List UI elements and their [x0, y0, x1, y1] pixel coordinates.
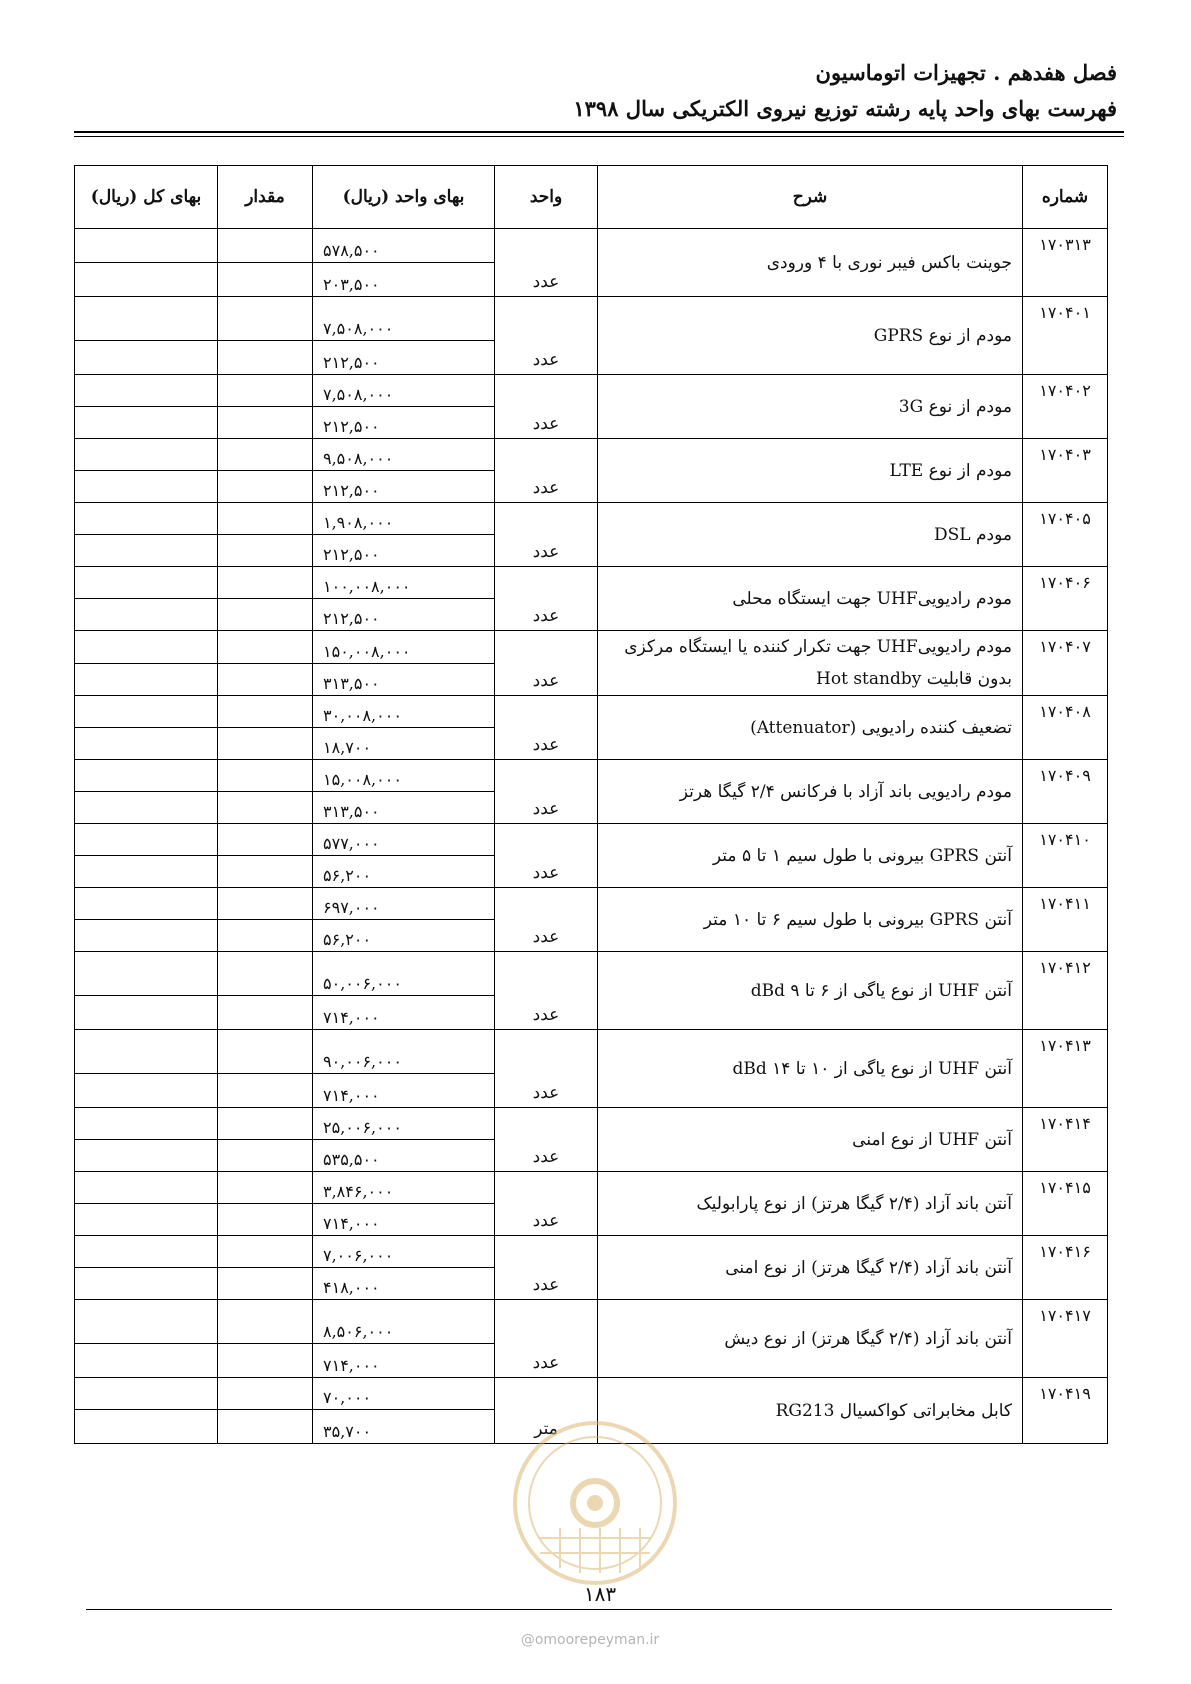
item-total-price-secondary	[75, 1344, 218, 1378]
item-total-price	[75, 1108, 218, 1140]
item-quantity	[218, 1300, 313, 1344]
item-unit: عدد	[495, 760, 598, 824]
item-total-price	[75, 1172, 218, 1204]
item-unit-price-secondary: ۲۱۲,۵۰۰	[313, 341, 495, 375]
table-row	[75, 1378, 1108, 1410]
item-quantity	[218, 439, 313, 471]
item-unit-price: ۹,۵۰۸,۰۰۰	[313, 439, 495, 471]
item-number: ۱۷۰۴۰۱	[1023, 297, 1108, 375]
item-quantity-secondary	[218, 407, 313, 439]
item-number: ۱۷۰۴۰۹	[1023, 760, 1108, 824]
item-unit-price: ۲۵,۰۰۶,۰۰۰	[313, 1108, 495, 1140]
table-row	[75, 297, 1108, 341]
col-header-unit: واحد	[495, 166, 598, 229]
item-quantity-secondary	[218, 728, 313, 760]
item-unit-price: ۵۷۸,۵۰۰	[313, 229, 495, 263]
item-total-price-secondary	[75, 1140, 218, 1172]
header-rule-thin	[74, 136, 1124, 137]
item-description: مودم از نوع 3G	[598, 375, 1023, 439]
item-number: ۱۷۰۴۱۶	[1023, 1236, 1108, 1300]
document-title: فهرست بهای واحد پایه رشته توزیع نیروی الکتریکی سال ۱۳۹۸	[573, 96, 1117, 121]
item-description: آنتن GPRS بیرونی با طول سیم ۱ تا ۵ متر	[598, 824, 1023, 888]
table-row	[75, 952, 1108, 996]
item-unit-price-secondary: ۷۱۴,۰۰۰	[313, 1344, 495, 1378]
table-row	[75, 503, 1108, 535]
item-number: ۱۷۰۴۰۷	[1023, 631, 1108, 696]
item-unit-price: ۸,۵۰۶,۰۰۰	[313, 1300, 495, 1344]
item-total-price	[75, 297, 218, 341]
item-description: کابل مخابراتی کواکسیال RG213	[598, 1378, 1023, 1444]
item-unit: عدد	[495, 888, 598, 952]
item-quantity-secondary	[218, 1074, 313, 1108]
item-description: آنتن باند آزاد (۲/۴ گیگا هرتز) از نوع دیش	[598, 1300, 1023, 1378]
item-description: جوینت باکس فیبر نوری با ۴ ورودی	[598, 229, 1023, 297]
item-description: مودم رادیوییUHF جهت تکرار کننده یا ایستگاه مرکزی بدون قابلیت Hot standby	[598, 631, 1023, 696]
item-description: مودم از نوع LTE	[598, 439, 1023, 503]
item-quantity	[218, 824, 313, 856]
item-total-price-secondary	[75, 1268, 218, 1300]
item-number: ۱۷۰۴۰۵	[1023, 503, 1108, 567]
col-header-quantity: مقدار	[218, 166, 313, 229]
table-body	[75, 229, 1108, 1444]
item-number: ۱۷۰۴۰۳	[1023, 439, 1108, 503]
item-unit-price-secondary: ۷۱۴,۰۰۰	[313, 996, 495, 1030]
item-total-price-secondary	[75, 1204, 218, 1236]
item-total-price-secondary	[75, 471, 218, 503]
item-total-price	[75, 760, 218, 792]
item-unit-price-secondary: ۷۱۴,۰۰۰	[313, 1204, 495, 1236]
table-row	[75, 1236, 1108, 1268]
item-unit: عدد	[495, 952, 598, 1030]
item-number: ۱۷۰۴۱۲	[1023, 952, 1108, 1030]
table-row	[75, 760, 1108, 792]
item-total-price-secondary	[75, 663, 218, 696]
item-quantity-secondary	[218, 535, 313, 567]
table-row	[75, 1108, 1108, 1140]
item-total-price-secondary	[75, 535, 218, 567]
item-unit: عدد	[495, 375, 598, 439]
item-quantity	[218, 888, 313, 920]
item-quantity	[218, 760, 313, 792]
item-description: مودم رادیویی باند آزاد با فرکانس ۲/۴ گیگا هرتز	[598, 760, 1023, 824]
item-number: ۱۷۰۴۰۲	[1023, 375, 1108, 439]
item-total-price-secondary	[75, 1410, 218, 1444]
item-unit: عدد	[495, 1030, 598, 1108]
item-total-price-secondary	[75, 599, 218, 631]
item-quantity	[218, 375, 313, 407]
item-total-price-secondary	[75, 728, 218, 760]
item-total-price-secondary	[75, 792, 218, 824]
item-unit-price-secondary: ۲۱۲,۵۰۰	[313, 599, 495, 631]
item-unit-price-secondary: ۳۱۳,۵۰۰	[313, 663, 495, 696]
price-table	[74, 165, 1108, 1444]
item-quantity-secondary	[218, 1204, 313, 1236]
item-quantity-secondary	[218, 1268, 313, 1300]
item-total-price-secondary	[75, 856, 218, 888]
header-rule-thick	[74, 131, 1124, 133]
item-unit-price: ۹۰,۰۰۶,۰۰۰	[313, 1030, 495, 1074]
watermark-text: @omoorepeyman.ir	[520, 1632, 660, 1648]
item-unit: عدد	[495, 1172, 598, 1236]
col-header-description: شرح	[598, 166, 1023, 229]
item-description: مودم DSL	[598, 503, 1023, 567]
item-quantity-secondary	[218, 599, 313, 631]
item-total-price	[75, 375, 218, 407]
item-total-price-secondary	[75, 407, 218, 439]
item-unit-price-secondary: ۲۱۲,۵۰۰	[313, 407, 495, 439]
item-total-price	[75, 229, 218, 263]
table-row	[75, 1030, 1108, 1074]
page-number: ۱۸۳	[583, 1582, 617, 1606]
item-quantity	[218, 1236, 313, 1268]
item-quantity-secondary	[218, 663, 313, 696]
item-quantity-secondary	[218, 856, 313, 888]
item-total-price-secondary	[75, 996, 218, 1030]
item-total-price	[75, 503, 218, 535]
item-unit-price: ۳۰,۰۰۸,۰۰۰	[313, 696, 495, 728]
item-unit-price-secondary: ۳۱۳,۵۰۰	[313, 792, 495, 824]
item-number: ۱۷۰۳۱۳	[1023, 229, 1108, 297]
item-quantity-secondary	[218, 1344, 313, 1378]
item-unit: عدد	[495, 1300, 598, 1378]
item-unit: عدد	[495, 567, 598, 631]
item-description: مودم رادیوییUHF جهت ایستگاه محلی	[598, 567, 1023, 631]
col-header-unit-price: بهای واحد (ریال)	[313, 166, 495, 229]
item-unit: عدد	[495, 631, 598, 696]
item-description: آنتن UHF از نوع یاگی از ۶ تا ۹ dBd	[598, 952, 1023, 1030]
item-quantity	[218, 696, 313, 728]
item-unit-price: ۱۰۰,۰۰۸,۰۰۰	[313, 567, 495, 599]
item-unit-price: ۵۰,۰۰۶,۰۰۰	[313, 952, 495, 996]
table-row	[75, 375, 1108, 407]
item-unit-price: ۶۹۷,۰۰۰	[313, 888, 495, 920]
item-unit-price-secondary: ۲۱۲,۵۰۰	[313, 535, 495, 567]
item-total-price-secondary	[75, 1074, 218, 1108]
item-unit-price: ۱۵۰,۰۰۸,۰۰۰	[313, 631, 495, 664]
item-unit: عدد	[495, 1236, 598, 1300]
item-unit-price: ۷,۵۰۸,۰۰۰	[313, 297, 495, 341]
item-total-price	[75, 1030, 218, 1074]
item-quantity-secondary	[218, 471, 313, 503]
item-unit-price-secondary: ۷۱۴,۰۰۰	[313, 1074, 495, 1108]
item-quantity-secondary	[218, 996, 313, 1030]
item-total-price-secondary	[75, 341, 218, 375]
item-unit-price-secondary: ۲۱۲,۵۰۰	[313, 471, 495, 503]
item-description: آنتن GPRS بیرونی با طول سیم ۶ تا ۱۰ متر	[598, 888, 1023, 952]
item-unit-price-secondary: ۳۵,۷۰۰	[313, 1410, 495, 1444]
item-unit: متر	[495, 1378, 598, 1444]
item-unit-price-secondary: ۵۳۵,۵۰۰	[313, 1140, 495, 1172]
item-quantity	[218, 567, 313, 599]
item-quantity-secondary	[218, 792, 313, 824]
item-total-price	[75, 439, 218, 471]
table-row	[75, 696, 1108, 728]
item-total-price	[75, 888, 218, 920]
item-total-price	[75, 567, 218, 599]
item-number: ۱۷۰۴۱۰	[1023, 824, 1108, 888]
item-number: ۱۷۰۴۰۶	[1023, 567, 1108, 631]
item-number: ۱۷۰۴۱۳	[1023, 1030, 1108, 1108]
item-description: آنتن UHF از نوع یاگی از ۱۰ تا ۱۴ dBd	[598, 1030, 1023, 1108]
item-total-price-secondary	[75, 920, 218, 952]
item-quantity	[218, 631, 313, 664]
table-header-row	[75, 166, 1108, 229]
item-quantity	[218, 1108, 313, 1140]
table-row	[75, 888, 1108, 920]
table-row	[75, 1300, 1108, 1344]
item-number: ۱۷۰۴۱۴	[1023, 1108, 1108, 1172]
footer-rule	[86, 1609, 1112, 1610]
item-unit-price: ۷,۵۰۸,۰۰۰	[313, 375, 495, 407]
item-unit-price: ۳,۸۴۶,۰۰۰	[313, 1172, 495, 1204]
table-row	[75, 229, 1108, 263]
item-unit: عدد	[495, 696, 598, 760]
item-unit-price-secondary: ۴۱۸,۰۰۰	[313, 1268, 495, 1300]
item-unit-price: ۷,۰۰۶,۰۰۰	[313, 1236, 495, 1268]
item-description: آنتن UHF از نوع امنی	[598, 1108, 1023, 1172]
table-row	[75, 439, 1108, 471]
item-total-price	[75, 631, 218, 664]
page-header	[67, 58, 1117, 124]
col-header-total-price: بهای کل (ریال)	[75, 166, 218, 229]
item-number: ۱۷۰۴۱۱	[1023, 888, 1108, 952]
col-header-number: شماره	[1023, 166, 1108, 229]
item-quantity	[218, 297, 313, 341]
item-quantity	[218, 229, 313, 263]
table-row	[75, 567, 1108, 599]
item-quantity-secondary	[218, 1410, 313, 1444]
item-unit: عدد	[495, 229, 598, 297]
item-quantity	[218, 1172, 313, 1204]
item-number: ۱۷۰۴۱۵	[1023, 1172, 1108, 1236]
table-row	[75, 631, 1108, 664]
item-quantity-secondary	[218, 1140, 313, 1172]
item-number: ۱۷۰۴۰۸	[1023, 696, 1108, 760]
item-total-price-secondary	[75, 263, 218, 297]
item-unit: عدد	[495, 439, 598, 503]
item-unit-price-secondary: ۱۸,۷۰۰	[313, 728, 495, 760]
item-unit: عدد	[495, 503, 598, 567]
item-total-price	[75, 696, 218, 728]
item-total-price	[75, 1236, 218, 1268]
item-quantity	[218, 1030, 313, 1074]
item-unit-price: ۱,۹۰۸,۰۰۰	[313, 503, 495, 535]
item-total-price	[75, 824, 218, 856]
item-unit-price: ۵۷۷,۰۰۰	[313, 824, 495, 856]
item-unit-price-secondary: ۵۶,۲۰۰	[313, 856, 495, 888]
item-number: ۱۷۰۴۱۹	[1023, 1378, 1108, 1444]
item-unit-price-secondary: ۲۰۳,۵۰۰	[313, 263, 495, 297]
item-unit-price: ۱۵,۰۰۸,۰۰۰	[313, 760, 495, 792]
item-unit-price: ۷۰,۰۰۰	[313, 1378, 495, 1410]
item-unit-price-secondary: ۵۶,۲۰۰	[313, 920, 495, 952]
item-total-price	[75, 1300, 218, 1344]
table-row	[75, 1172, 1108, 1204]
item-quantity-secondary	[218, 263, 313, 297]
chapter-title: فصل هفدهم . تجهیزات اتوماسیون	[815, 60, 1117, 85]
item-quantity	[218, 952, 313, 996]
item-description: تضعیف کننده رادیویی (Attenuator)	[598, 696, 1023, 760]
table-row	[75, 824, 1108, 856]
item-quantity-secondary	[218, 920, 313, 952]
item-unit: عدد	[495, 297, 598, 375]
item-description: مودم از نوع GPRS	[598, 297, 1023, 375]
item-quantity	[218, 1378, 313, 1410]
item-unit: عدد	[495, 824, 598, 888]
item-total-price	[75, 952, 218, 996]
item-description: آنتن باند آزاد (۲/۴ گیگا هرتز) از نوع امنی	[598, 1236, 1023, 1300]
item-total-price	[75, 1378, 218, 1410]
item-quantity	[218, 503, 313, 535]
item-number: ۱۷۰۴۱۷	[1023, 1300, 1108, 1378]
item-quantity-secondary	[218, 341, 313, 375]
item-description: آنتن باند آزاد (۲/۴ گیگا هرتز) از نوع پارابولیک	[598, 1172, 1023, 1236]
item-unit: عدد	[495, 1108, 598, 1172]
